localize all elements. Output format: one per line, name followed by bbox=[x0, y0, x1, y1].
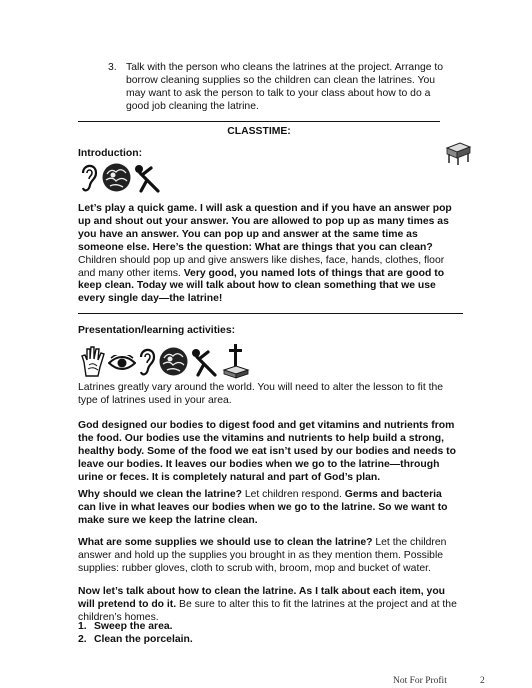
paragraph: Now let’s talk about how to clean the latrine. As I talk about each item, you will pretend to do it. Be sure to alter this to fit the latrines at the project and at the children’s homes. bbox=[78, 586, 457, 623]
introduction-heading: Introduction: bbox=[78, 148, 143, 159]
paragraph: What are some supplies we should use to clean the latrine? Let the children answer and hold up the supplies you brought in as they mention them. Possible supplies: rubber gloves, cloth to scrub with, broom, mop and bucket of water. bbox=[78, 537, 447, 574]
presentation-heading: Presentation/learning activities: bbox=[78, 325, 236, 336]
introduction-paragraph: Let’s play a quick game. I will ask a question and if you have an answer pop up and shout out your answer. You are allowed to pop up as many times as you have an answer. You can pop up and answer at the same time as someone else. Here’s the question: What are things that you can clean? Children should pop up and give answers like dishes, face, hands, clothes, floor and many other items. Very good, you named lots of things that are good to keep clean. Today we will talk about how to clean something that we use every single day—the latrine! bbox=[78, 203, 452, 305]
brain-icon bbox=[158, 346, 189, 377]
list-item bbox=[78, 634, 87, 647]
list-item-text: Talk with the person who cleans the latrines at the project. Arrange to borrow cleaning supplies so the children can clean the latrines. You may want to ask the person to talk to your class about how to do a good job cleaning the latrine. bbox=[126, 62, 444, 112]
hand-icon bbox=[80, 345, 107, 377]
section-divider bbox=[78, 121, 440, 122]
brain-icon bbox=[101, 162, 132, 193]
page-number: 2 bbox=[480, 676, 485, 686]
paragraph: Latrines greatly vary around the world. You will need to alter the lesson to fit the type of latrines used in your area. bbox=[78, 382, 444, 406]
list-number: 3. bbox=[108, 62, 117, 73]
classtime-heading: CLASSTIME: bbox=[227, 126, 291, 137]
section-divider bbox=[78, 313, 463, 314]
cross-bible-icon bbox=[222, 343, 250, 379]
paragraph: Why should we clean the latrine? Let children respond. Germs and bacteria can live in what leaves our bodies when we go to the latrine. So we want to make sure we keep the latrine clean. bbox=[78, 489, 448, 526]
list-item-text: Clean the porcelain. bbox=[94, 634, 193, 645]
footer-label: Not For Profit bbox=[393, 676, 447, 686]
list-item-text: Sweep the area. bbox=[94, 621, 173, 632]
paragraph: God designed our bodies to digest food and get vitamins and nutrients from the food. Our bodies use the vitamins and nutrients to help build a strong, healthy body. Some of the food we eat isn’t used by our bodies and needs to leave our bodies. It leaves our bodies when we go to the latrine—through urine or feces. It is completely natural and part of God’s plan. bbox=[78, 420, 456, 483]
list-number: 2. bbox=[78, 634, 87, 645]
stretching-person-icon bbox=[133, 163, 161, 193]
stretching-person-icon bbox=[190, 347, 218, 377]
list-item bbox=[78, 621, 87, 634]
list-number: 1. bbox=[78, 621, 87, 632]
ear-icon bbox=[79, 161, 99, 194]
desk-chair-icon bbox=[444, 140, 472, 166]
ear-icon bbox=[137, 345, 157, 378]
eye-icon bbox=[108, 355, 136, 371]
